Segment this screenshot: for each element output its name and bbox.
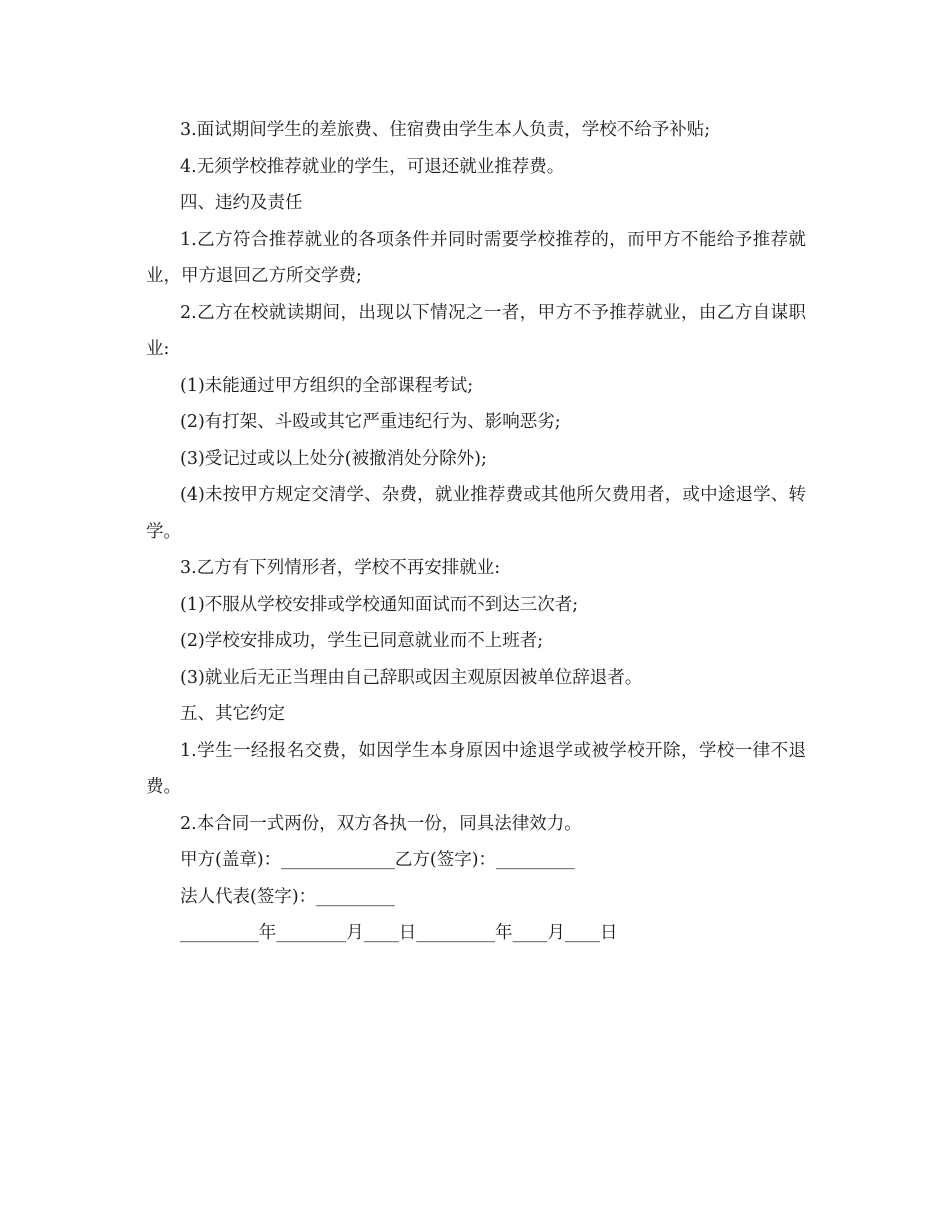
- signature-line-dates: _________年________月____日_________年____月____日: [180, 923, 618, 943]
- no-placement-item-2: (2)学校安排成功，学生已同意就业而不上班者;: [180, 631, 544, 651]
- signature-line-parties: 甲方(盖章)：_____________乙方(签字)：_________: [180, 850, 575, 870]
- signature-line-legal-rep: 法人代表(签字)：_________: [180, 886, 395, 907]
- section-heading-other: 五、其它约定: [180, 704, 285, 724]
- other-clause-1: 1.学生一经报名交费，如因学生本身原因中途退学或被学校开除，学校一律不退费。: [146, 740, 806, 797]
- breach-clause-2: 2.乙方在校就读期间，出现以下情况之一者，甲方不予推荐就业，由乙方自谋职业:: [146, 302, 806, 359]
- breach-item-3: (3)受记过或以上处分(被撤消处分除外);: [180, 448, 487, 469]
- breach-item-4: (4)未按甲方规定交清学、杂费，就业推荐费或其他所欠费用者，或中途退学、转学。: [146, 485, 806, 542]
- document-body: [146, 112, 806, 952]
- clause-4-refund: 4.无须学校推荐就业的学生，可退还就业推荐费。: [180, 156, 565, 177]
- no-placement-item-3: (3)就业后无正当理由自己辞职或因主观原因被单位辞退者。: [180, 667, 643, 688]
- clause-3-travel-expenses: 3.面试期间学生的差旅费、住宿费由学生本人负责，学校不给予补贴;: [180, 120, 711, 140]
- breach-item-2: (2)有打架、斗殴或其它严重违纪行为、影响恶劣;: [180, 412, 561, 432]
- breach-clause-3: 3.乙方有下列情形者，学校不再安排就业:: [180, 558, 501, 578]
- breach-item-1: (1)未能通过甲方组织的全部课程考试;: [180, 375, 474, 396]
- section-heading-breach: 四、违约及责任: [180, 193, 303, 213]
- no-placement-item-1: (1)不服从学校安排或学校通知面试而不到达三次者;: [180, 594, 579, 615]
- other-clause-2: 2.本合同一式两份，双方各执一份，同具法律效力。: [180, 813, 582, 834]
- breach-clause-1: 1.乙方符合推荐就业的各项条件并同时需要学校推荐的，而甲方不能给予推荐就业，甲方退回乙方所交学费;: [146, 229, 806, 286]
